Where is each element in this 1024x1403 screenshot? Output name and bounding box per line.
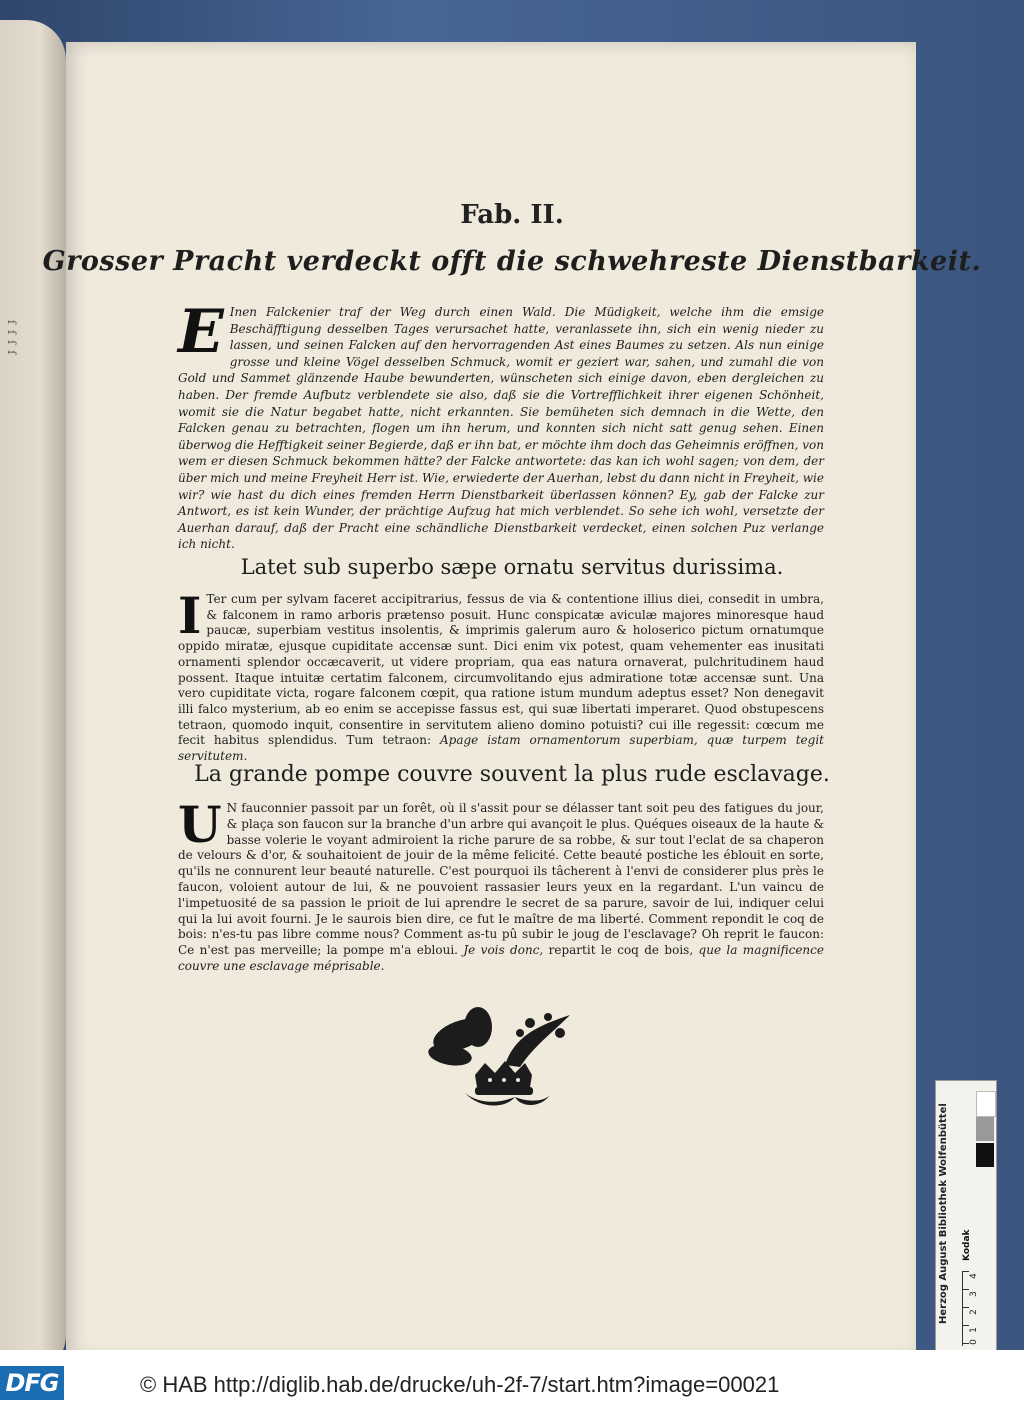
library-label: Herzog August Bibliothek Wolfenbüttel [938, 1103, 949, 1325]
text-latin-body: Ter cum per sylvam faceret accipitrarius, fessus de via & contentione illius diei, consedit in umbra, & falconem in ramo arboris prætenso posuit. Hunc conspicatæ aviculæ majores minoresque haud paucæ, superbiam vestitus insolentis, & imprimis galerum auro & holoserico pictum ornatumque oppido miratæ, ejusque cupiditate accensæ sunt. Dici enim vix potest, quam vehementer eas inusitati ornamenti splendor occæcaverit, ut videre propriam, qua eas natura ornaverat, pulchritudinem haud possent. Itaque intuitæ certatim falconem, circumvolitando ejus admiratione totæ accensæ sunt. Una vero cupiditate victa, rogare falconem cœpit, qua ratione istum mundum adeptus esset? Non denegavit illi falco mysterium, ab eo enim se accepisse fassus est, qui suæ libertati imperaret. Quod obstupescens tetraon, quomodo inquit, consentire in servitutem alieno domino potuisti? cui ille regessit: cœcum me fecit habitus splendidus. Tum tetraon: [178, 592, 824, 748]
color-reference-bar [935, 1080, 997, 1352]
dropcap-german: E [178, 297, 224, 367]
text-latin-moral: Apage istam ornamentorum superbiam, quæ turpem tegit servitutem. [178, 733, 824, 764]
text-french-body: N fauconnier passoit par un forêt, où il s'assit pour se délasser tant soit peu des fatigues du jour, & plaça son faucon sur la branche d'un arbre qui avançoit le plus. Quéques oiseaux de la haute & basse volerie le voyant admiroient la riche parure de sa robbe, & sur tout l'eclat de sa chaperon de velours & d'or, & souhaitoient de jouir de la même felicité. Cette beauté postiche les éblouit en sorte, qu'ils ne connurent leur beauté naturelle. C'est pourquoi ils tâcherent à l'envi de considerer plus près le faucon, voloient autour de lui, & ne pouvoient rassasier leurs yeux en la regardant. L'un vaincu de l'impetuosité de sa passion le prioit de lui aprendre le secret de sa parure, savoir de lui, indiquer celui qui la lui avoit fourni. Je le saurois bien dire, ce fut le maître de ma liberté. Comment repondit le coq de bois: n'es-tu pas libre comme nous? Comment as-tu pû subir le joug de l'esclavage? Oh reprit le faucon: Ce n'est pas merveille; la pompe m'a ebloui. [178, 801, 824, 958]
crown-ornament-icon [420, 1005, 580, 1110]
dropcap-french: U [178, 795, 222, 854]
title-german: Grosser Pracht verdeckt offt die schwehreste Dienstbarkeit. [42, 246, 982, 277]
ruler-number: 2 [968, 1309, 979, 1315]
text-german [178, 297, 824, 553]
text-german-body: Inen Falckenier traf der Weg durch einen Wald. Die Müdigkeit, welche ihm die emsige Beschäfftigung desselben Tages verursachet hatte, veranlassete ihn, sich ein wenig nieder zu lassen, und seinen Falcken auf den hervorragenden Ast eines Baumes zu setzen. Als nun einige grosse und kleine Vögel desselben Schmuck, womit er geziert war, sahen, und zumahl die von Gold und Sammet glänzende Haube bewunderten, wünscheten sich einige davon, eben dergleichen zu haben. Der fremde Aufbutz verblendete sie also, daß sie die Vortrefflichkeit ihrer eigenen Schönheit, womit sie die Natur begabet hatte, nicht erkannten. Sie bemüheten sich demnach in die Wette, den Falcken genau zu betrachten, flogen um ihn herum, und konnten sich nicht satt genug sehen. Einen überwog die Hefftigkeit seiner Begierde, daß er ihn bat, er möchte ihm doch das Geheimnis eröffnen, von wem er diesen Schmuck bekommen hätte? der Falcke antwortete: das kan ich wohl sagen; von dem, der über mich und meine Freyheit Herr ist. Wie, erwiederte der Auerhan, lebst du dann nicht in Freyheit, wie wir? wie hast du dich eines fremden Herrn Dienstbarkeit überlassen können? Ey, gab der Falcke zur Antwort, es ist kein Wunder, der prächtige Aufzug hat mich verblendet. So sehe ich wohl, versetzte der Auerhan darauf, daß der Pracht eine schändliche Dienstbarkeit verdecket, einen solchen Puz verlange ich nicht. [178, 305, 824, 552]
footer-credit-link[interactable]: © HAB http://diglib.hab.de/drucke/uh-2f-7/start.htm?image=00021 [140, 1372, 780, 1397]
text-french-end-italic-1: Je vois donc, [463, 943, 544, 958]
white-swatch [976, 1091, 996, 1117]
ruler-number: 1 [968, 1327, 979, 1333]
title-french: La grande pompe couvre souvent la plus rude esclavage. [194, 762, 830, 787]
dropcap-latin: I [178, 586, 202, 645]
measurement-ruler [962, 1271, 993, 1346]
text-latin [178, 586, 824, 765]
text-french-end-italic-2: que la magnificence couvre une esclavage méprisable. [178, 943, 824, 973]
text-french-end-plain: repartit le coq de bois, [548, 943, 694, 958]
kodak-label: Kodak [962, 1229, 972, 1261]
fable-number: Fab. II. [460, 200, 564, 230]
text-french [178, 795, 824, 975]
ruler-number: 4 [968, 1273, 979, 1279]
black-swatch [976, 1143, 994, 1167]
ruler-number: 0 [968, 1339, 979, 1345]
title-latin: Latet sub superbo sæpe ornatu servitus durissima. [240, 555, 784, 579]
dfg-logo: DFG [0, 1366, 64, 1400]
gray-swatch [976, 1117, 994, 1141]
left-edge-marks: ſſſſ [5, 320, 18, 361]
ruler-number: 3 [968, 1291, 979, 1297]
